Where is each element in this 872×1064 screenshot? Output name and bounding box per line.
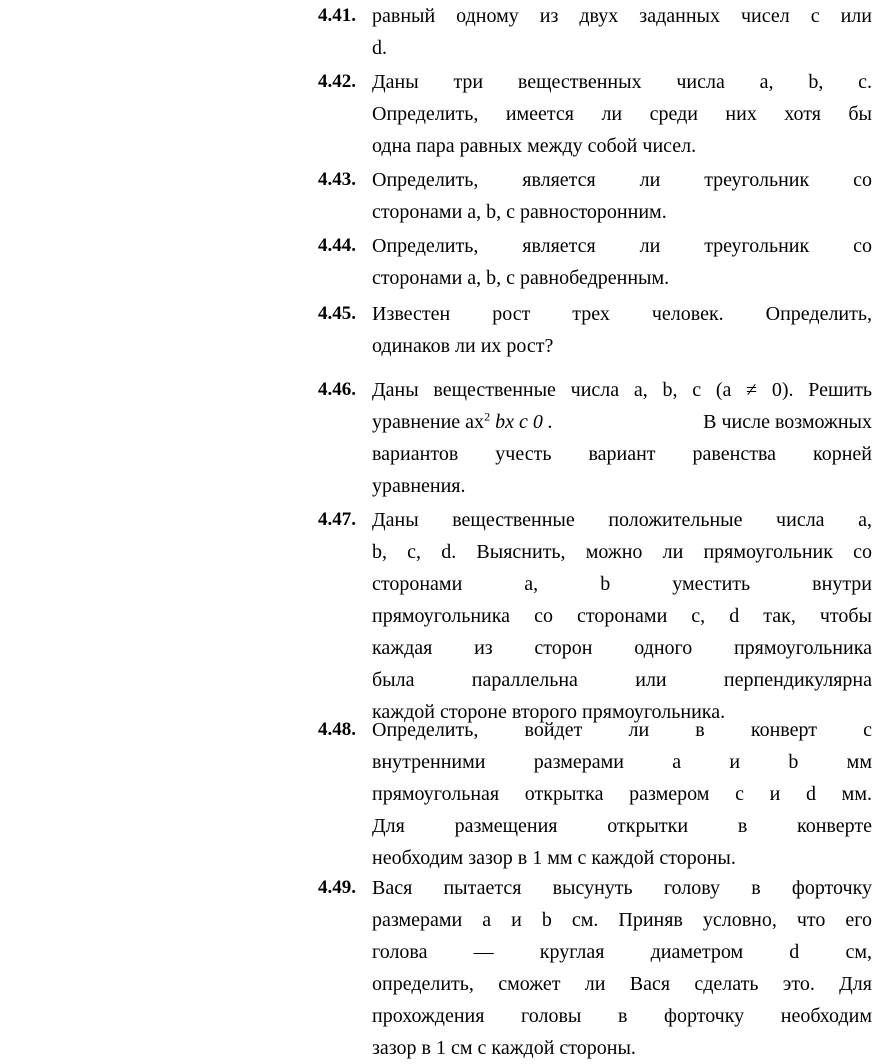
text-line: сторонами a, b уместить внутри	[372, 573, 872, 595]
problem-number: 4.45.	[318, 303, 356, 324]
text-line: уравнения.	[372, 475, 466, 497]
text-line: Даны вещественные положительные числа a,	[372, 509, 872, 531]
text-line: b, c, d. Выяснить, можно ли прямоугольник со	[372, 541, 872, 563]
problem-number: 4.49.	[318, 877, 356, 898]
problem-text	[372, 374, 872, 502]
text-line: прямоугольная открытка размером c и d мм.	[372, 783, 872, 805]
text-line: Известен рост трех человек. Определить,	[372, 303, 872, 325]
text-line: каждая из сторон одного прямоугольника	[372, 637, 872, 659]
problem-number: 4.48.	[318, 719, 356, 740]
text-line: Определить, является ли треугольник со	[372, 235, 872, 257]
equation-rest: bx c 0 .	[490, 411, 553, 433]
equation-line	[372, 406, 872, 438]
problem-number: 4.43.	[318, 169, 356, 190]
problem-number: 4.47.	[318, 509, 356, 530]
text-line: одинаков ли их рост?	[372, 335, 554, 357]
problem-text	[372, 66, 872, 162]
problem-text	[372, 0, 872, 64]
text-line: d.	[372, 37, 387, 59]
problem-text	[372, 872, 872, 1064]
problem-text	[372, 230, 872, 294]
text-line: Даны вещественные числа a, b, c (a ≠ 0). Решить	[372, 379, 872, 401]
text-line: была параллельна или перпендикулярна	[372, 669, 872, 691]
text-line: размерами a и b см. Приняв условно, что его	[372, 909, 872, 931]
text-line: Вася пытается высунуть голову в форточку	[372, 877, 872, 899]
text-line: каждой стороне второго прямоугольника.	[372, 701, 726, 723]
problem-number: 4.41.	[318, 5, 356, 26]
text-line: определить, сможет ли Вася сделать это. Для	[372, 973, 872, 995]
problem-text	[372, 298, 872, 362]
text-line: Для размещения открытки в конверте	[372, 815, 872, 837]
problem-number: 4.44.	[318, 235, 356, 256]
text-line: вариантов учесть вариант равенства корней	[372, 443, 872, 465]
text-line: Определить, является ли треугольник со	[372, 169, 872, 191]
equation-prefix: уравнение ax	[372, 411, 485, 433]
text-line: прохождения головы в форточку необходим	[372, 1005, 872, 1027]
problem-number: 4.46.	[318, 379, 356, 400]
text-line: необходим зазор в 1 мм с каждой стороны.	[372, 847, 736, 869]
equation-exponent: 2	[484, 409, 491, 424]
text-line: голова — круглая диаметром d см,	[372, 941, 872, 963]
text-line: прямоугольника со сторонами c, d так, чтобы	[372, 605, 872, 627]
text-line: внутренними размерами a и b мм	[372, 751, 872, 773]
text-line: Определить, имеется ли среди них хотя бы	[372, 103, 872, 125]
text-line: Определить, войдет ли в конверт с	[372, 719, 872, 741]
equation-trailing: В числе возможных	[703, 411, 872, 433]
text-line: зазор в 1 см с каждой стороны.	[372, 1037, 636, 1059]
text-line: Даны три вещественных числа a, b, c.	[372, 71, 872, 93]
text-line: сторонами a, b, c равносторонним.	[372, 201, 667, 223]
text-line: сторонами a, b, c равнобедренным.	[372, 267, 670, 289]
problem-text	[372, 164, 872, 228]
problem-text	[372, 714, 872, 874]
text-line: одна пара равных между собой чисел.	[372, 135, 697, 157]
problem-text	[372, 504, 872, 728]
problem-number: 4.42.	[318, 71, 356, 92]
text-line: равный одному из двух заданных чисел c или	[372, 5, 872, 27]
